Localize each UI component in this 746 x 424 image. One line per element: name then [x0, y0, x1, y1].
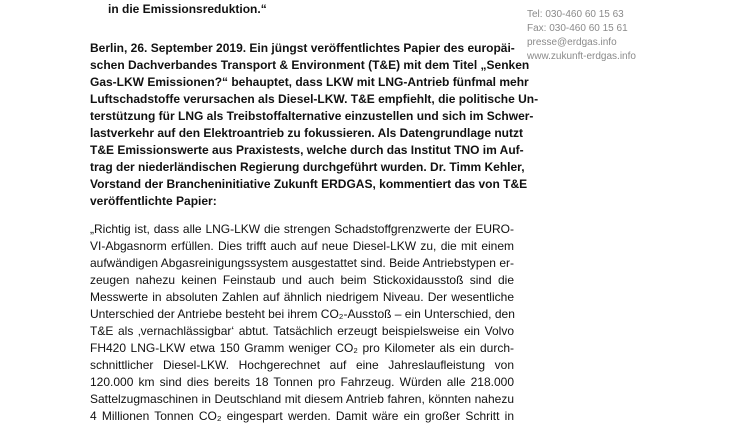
- lead-line: Luftschadstoffe verursachen als Diesel-LKW. T&E empfiehlt, die politische Un-: [90, 92, 539, 106]
- lead-line: terstützung für LNG als Treibstoffalternative einzustellen und sich im Schwer-: [90, 109, 534, 123]
- quote-line: Unterschied der Antriebe besteht bei ihrem CO₂-Ausstoß – ein Unterschied, den: [90, 307, 515, 321]
- quote-line: aufwändigen Abgasreinigungssystem ausgestattet sind. Beide Antriebstypen er-: [90, 256, 514, 270]
- quote-line: 120.000 km sind dies bereits 18 Tonnen pro Fahrzeug. Würden alle 218.000: [90, 375, 514, 389]
- contact-sidebar: [527, 8, 737, 64]
- quote-line: schnittlicher Diesel-LKW. Hochgerechnet auf eine Jahreslaufleistung von: [90, 358, 514, 372]
- quote-line: VI-Abgasnorm erfüllen. Dies trifft auch auf neue Diesel-LKW zu, die mit einem: [90, 239, 514, 253]
- contact-tel: Tel: 030-460 60 15 63: [527, 9, 624, 20]
- lead-line: veröffentlichte Papier:: [90, 194, 217, 208]
- quote-line: zeugen nahezu keinen Feinstaub und auch beim Stickoxidausstoß sind die: [90, 273, 514, 287]
- lead-line: Berlin, 26. September 2019. Ein jüngst veröffentlichtes Papier des europäi-: [90, 41, 515, 55]
- quote-line: Sattelzugmaschinen in Deutschland mit diesem Antrieb fahren, könnten nahezu: [90, 392, 514, 406]
- quote-line: T&E als ‚vernachlässigbar‘ abtut. Tatsächlich erzeugt beispielsweise ein Volvo: [90, 324, 514, 338]
- quote-line: Messwerte in absoluten Zahlen auf ähnlich niedrigem Niveau. Der wesentliche: [90, 290, 514, 304]
- lead-line: schen Dachverbandes Transport & Environment (T&E) mit dem Titel „Senken: [90, 58, 530, 72]
- contact-email[interactable]: presse@erdgas.info: [527, 37, 617, 48]
- lead-line: Vorstand der Brancheninitiative Zukunft ERDGAS, kommentiert das von T&E: [90, 177, 528, 191]
- quote-line: FH420 LNG-LKW etwa 150 Gramm weniger CO₂ pro Kilometer als ein durch-: [90, 341, 514, 355]
- contact-fax: Fax: 030-460 60 15 61: [527, 23, 628, 34]
- lead-line: Gas-LKW Emissionen?“ behauptet, dass LKW mit LNG-Antrieb fünfmal mehr: [90, 75, 529, 89]
- quote-heading: in die Emissionsreduktion.“: [108, 2, 267, 16]
- lead-line: T&E Emissionswerte aus Praxistests, welche durch das Institut TNO im Auf-: [90, 143, 524, 157]
- quote-line: „Richtig ist, dass alle LNG-LKW die strengen Schadstoffgrenzwerte der EURO-: [90, 222, 514, 236]
- lead-line: lastverkehr auf den Elektroantrieb zu fokussieren. Als Datengrundlage nutzt: [90, 126, 523, 140]
- lead-line: trag der niederländischen Regierung durchgeführt wurden. Dr. Timm Kehler,: [90, 160, 525, 174]
- contact-website[interactable]: www.zukunft-erdgas.info: [527, 51, 636, 62]
- quote-line: 4 Millionen Tonnen CO₂ eingespart werden. Damit wäre ein großer Schritt in: [90, 409, 514, 423]
